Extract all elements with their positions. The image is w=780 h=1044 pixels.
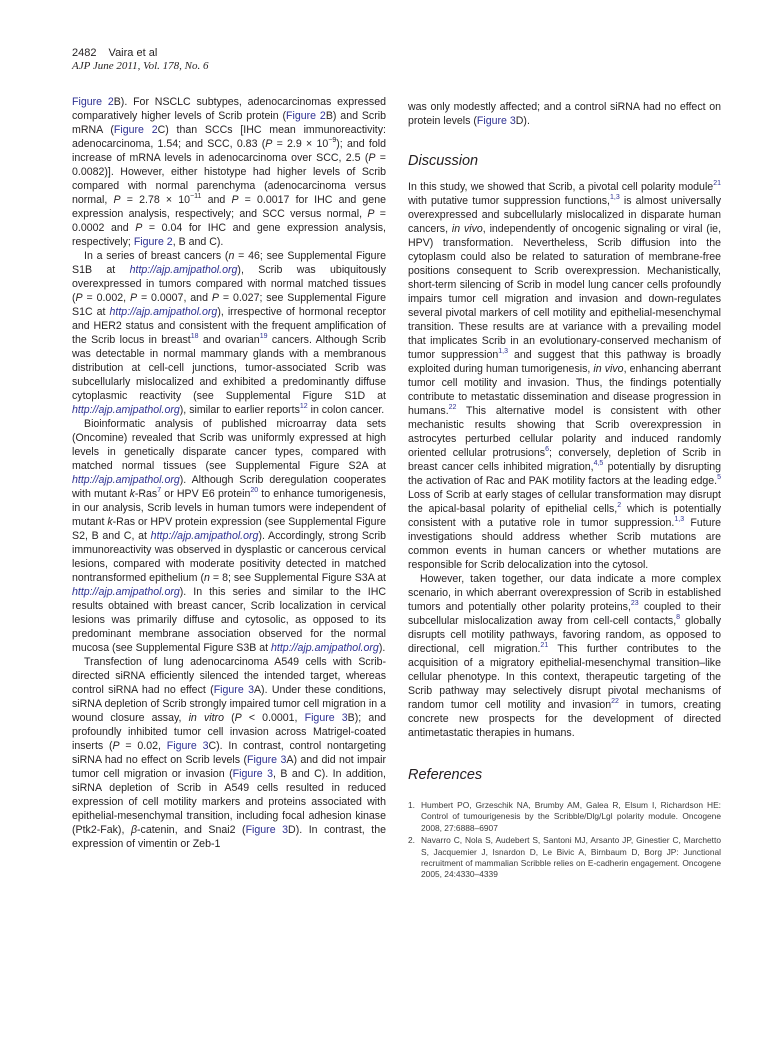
figure-link[interactable]: Figure 3 xyxy=(304,712,348,724)
left-column xyxy=(72,95,386,851)
figure-link[interactable]: Figure 3 xyxy=(245,824,289,836)
header-line xyxy=(72,47,208,60)
citation-link[interactable]: 22 xyxy=(611,698,619,705)
figure-link[interactable]: Figure 3 xyxy=(166,740,209,752)
paragraph-discussion-2: However, taken together, our data indicate a more complex scenario, in which aberrant overexpression of Scrib in established tumors and potentially other polarity proteins,$^{23}$ coupled to their subcellular mislocalization away from cell-cell contacts,$^8$ globally disrupts cell motility pathways, favoring random, as opposed to directional, cell migration.$^{21}$ This further contributes to the acquisition of a migratory epithelial-mesenchymal transition–like cellular phenotype. In this context, therapeutic targeting of the Scrib pathway may selectively disrupt pivotal mechanisms of random tumor cell motility and invasion$^{22}$ in tumors, creating concrete new prospects for the development of directed antimetastatic therapies in humans. xyxy=(408,573,721,739)
reference-number: 2. xyxy=(408,835,415,846)
paragraph-breast-cancer: In a series of breast cancers (n = 46; see Supplemental Figure S1B at http://ajp.amjpathol.org), Scrib was ubiquitously overexpressed in tumors compared with normal matched tissues (P = 0.002, P = 0.0007, and P = 0.027; see Supplemental Figure S1C at http://ajp.amjpathol.org), irrespective of hormonal receptor and HER2 status and consistent with the frequent amplification of the Scrib locus in breast$^{18}$ and ovarian$^{19}$ cancers. Although Scrib was detectable in normal mammary glands with a membranous distribution at cell-cell junctions, tumor-associated Scrib was subcellularly mislocalized and exhibited a predominantly diffuse cytoplasmic reactivity (see Supplemental Figure S1D at http://ajp.amjpathol.org), similar to earlier reports$^{12}$ in colon cancer. xyxy=(72,250,386,416)
figure-link[interactable]: Figure 3 xyxy=(247,754,287,766)
paragraph-transfection: Transfection of lung adenocarcinoma A549 cells with Scrib-directed siRNA efficiently silenced the intended target, whereas control siRNA had no effect (Figure 3A). Under these conditions, siRNA depletion of Scrib strongly impaired tumor cell migration in a wound closure assay, in vitro (P < 0.0001, Figure 3B); and profoundly inhibited tumor cell invasion across Matrigel-coated inserts (P = 0.02, Figure 3C). In contrast, control nontargeting siRNA had no effect on Scrib levels (Figure 3A) and did not impair tumor cell migration or invasion (Figure 3, B and C). In addition, siRNA depletion of Scrib in A549 cells resulted in reduced expression of cell motility markers and proteins associated with epithelial-mesenchymal transition, including focal adhesion kinase (Ptk2-Fak), β-catenin, and Snai2 (Figure 3D). In contrast, the expression of vimentin or Zeb-1 xyxy=(72,656,386,850)
supplemental-url-link[interactable]: http://ajp.amjpathol.org xyxy=(129,264,238,276)
citation-link[interactable]: 19 xyxy=(259,333,268,340)
supplemental-url-link[interactable]: http://ajp.amjpathol.org xyxy=(72,404,180,416)
figure-link[interactable]: Figure 2 xyxy=(72,96,114,108)
supplemental-url-link[interactable]: http://ajp.amjpathol.org xyxy=(109,306,218,318)
paragraph-nsclc: Figure 2B). For NSCLC subtypes, adenocarcinomas expressed comparatively higher levels of Scrib protein (Figure 2B) and Scrib mRNA (Figure 2C) than SCCs [IHC mean immunoreactivity: adenocarcinoma, 1.54; and SCC, 0.83 $(P = 2.9 \times 10^{-9})$; and fold increase of mRNA levels in adenocarcinoma over SCC, 2.5 (P = 0.0082)]. However, either histotype had higher levels of Scrib compared with normal parenchyma (adenocarcinoma versus normal, $P = 2.78 \times 10^{-11}$ and P = 0.0017 for IHC and gene expression analysis, respectively; and SCC versus normal, P = 0.0002 and P = 0.04 for IHC and gene expression analysis, respectively; Figure 2, B and C). xyxy=(72,96,386,248)
reference-text: Humbert PO, Grzeschik NA, Brumby AM, Galea R, Elsum I, Richardson HE: Control of tumourigenesis by the Scribble/Dlg/Lgl polarity module. Oncogene 2008, 27:6888–6907 xyxy=(421,800,721,833)
citation-link[interactable]: 1,3 xyxy=(498,348,508,355)
figure-link[interactable]: Figure 2 xyxy=(113,124,158,136)
citation-link[interactable]: 1,3 xyxy=(610,194,620,201)
figure-link[interactable]: Figure 3 xyxy=(213,684,254,696)
page-number: 2482 xyxy=(72,47,97,59)
supplemental-url-link[interactable]: http://ajp.amjpathol.org xyxy=(150,530,259,542)
right-column xyxy=(408,100,721,882)
supplemental-url-link[interactable]: http://ajp.amjpathol.org xyxy=(271,642,379,654)
reference-text: Navarro C, Nola S, Audebert S, Santoni MJ, Arsanto JP, Ginestier C, Marchetto S, Jacquemier J, Isnardon D, Le Bivic A, Birnbaum D, Borg JP: Junctional recruitment of mammalian Scribble relies on E-cadherin engagement. Oncogene 2005, 24:4330–4339 xyxy=(421,835,721,880)
citation-link[interactable]: 6 xyxy=(545,446,549,453)
figure-link[interactable]: Figure 3 xyxy=(476,115,516,127)
citation-link[interactable]: 21 xyxy=(540,642,549,649)
supplemental-url-link[interactable]: http://ajp.amjpathol.org xyxy=(72,586,180,598)
citation-link[interactable]: 2 xyxy=(617,502,622,509)
paragraph-discussion-1: In this study, we showed that Scrib, a pivotal cell polarity module$^{21}$ with putative tumor suppression functions,$^{1,3}$ is almost universally overexpressed and subcellularly mislocalized in disparate human cancers, in vivo, independently of oncogenic signaling or viral (ie, HPV) transformation. Nevertheless, Scrib diffusion into the cytoplasm could also be related to saturation of membrane-free positions consequent to Scrib overexpression. Mechanistically, short-term silencing of Scrib in model lung cancer cells profoundly impairs tumor cell migration and invasion and down-regulates several pivotal markers of cell motility and epithelial-mesenchymal transition. These results are at variance with a prevailing model that implicates Scrib in an evolutionary-conserved mechanism of tumor suppression$^{1,3}$ and suggest that this pathway is broadly exploited during human tumorigenesis, in vivo, enhancing aberrant tumor cell motility and invasion. Thus, the findings potentially contribute to metastatic dissemination and disease progression in humans.$^{22}$ This alternative model is consistent with other mechanistic results showing that Scrib overexpression in astrocytes perturbed cellular polarity and induced randomly oriented cellular protrusions$^6$; conversely, depletion of Scrib in breast cancer cells inhibited migration,$^{4,5}$ potentially by disrupting the activation of Rac and PAK motility factors at the leading edge.$^5$ Loss of Scrib at early stages of cellular transformation may disrupt the apical-basal polarity of epithelial cells,$^2$ which is potentially consistent with a putative role in tumor suppression.$^{1,3}$ Future investigations should address whether Scrib mutations are common events in human cancers or whether mutations are responsible for Scrib delocalization into the cytosol. xyxy=(408,180,722,571)
running-header xyxy=(72,47,208,73)
reference-list xyxy=(408,800,721,881)
citation-link[interactable]: 12 xyxy=(299,403,308,410)
supplemental-url-link[interactable]: http://ajp.amjpathol.org xyxy=(72,474,180,486)
citation-link[interactable]: 4,5 xyxy=(593,460,604,467)
figure-link[interactable]: Figure 2 xyxy=(133,236,173,248)
references-heading: References xyxy=(408,767,483,783)
paragraph-bioinformatic: Bioinformatic analysis of published microarray data sets (Oncomine) revealed that Scrib was uniformly expressed at high levels in genetically disparate cancer types, compared with matched normal tissues (see Supplemental Figure S2A at http://ajp.amjpathol.org). Although Scrib deregulation cooperates with mutant k-Ras$^7$ or HPV E6 protein$^{20}$ to enhance tumorigenesis, in our analysis, Scrib levels in human tumors were independent of mutant k-Ras or HPV protein expression (see Supplemental Figure S2, B and C, at http://ajp.amjpathol.org). Accordingly, strong Scrib immunoreactivity was observed in dysplastic or cancerous cervical lesions, compared with moderate positivity detected in matched nontransformed epithelium (n = 8; see Supplemental Figure S3A at http://ajp.amjpathol.org). In this series and similar to the IHC results obtained with breast cancer, Scrib localization in cervical lesions was primarily diffuse and cytosolic, as opposed to its predominant membrane association observed for the normal mucosa (see Supplemental Figure S3B at http://ajp.amjpathol.org). xyxy=(72,418,386,654)
citation-link[interactable]: 20 xyxy=(250,487,259,494)
paragraph-continuation: was only modestly affected; and a control siRNA had no effect on protein levels (Figure 3D). xyxy=(408,101,721,127)
citation-link[interactable]: 22 xyxy=(448,404,457,411)
citation-link[interactable]: 21 xyxy=(713,180,721,187)
discussion-heading: Discussion xyxy=(408,153,479,169)
citation-link[interactable]: 23 xyxy=(630,600,639,607)
citation-link[interactable]: 8 xyxy=(676,614,681,621)
citation-link[interactable]: 5 xyxy=(717,474,721,481)
journal-citation: AJP June 2011, Vol. 178, No. 6 xyxy=(72,60,209,72)
citation-link[interactable]: 7 xyxy=(157,487,162,494)
figure-link[interactable]: Figure 2 xyxy=(286,110,326,122)
header-authors: Vaira et al xyxy=(108,47,158,59)
figure-link[interactable]: Figure 3 xyxy=(232,768,274,780)
reference-item xyxy=(408,800,721,834)
citation-link[interactable]: 18 xyxy=(190,333,199,340)
citation-link[interactable]: 1,3 xyxy=(674,516,685,523)
reference-item xyxy=(408,835,721,881)
reference-number: 1. xyxy=(408,800,415,810)
